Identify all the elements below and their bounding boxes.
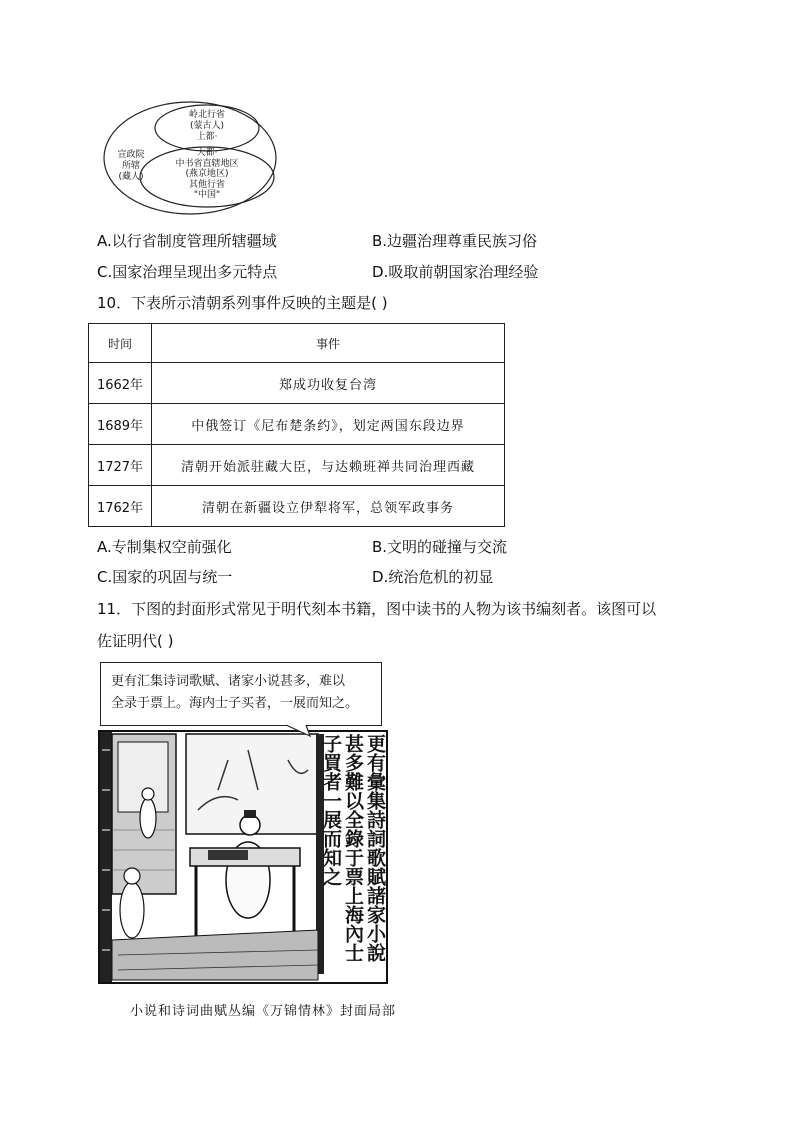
woodcut-left-border [100,732,112,982]
callout-pointer [280,724,320,738]
q9-option-d[interactable]: D.吸取前朝国家治理经验 [372,263,539,281]
diagram-text: 所辖 [121,161,140,171]
diagram-text: (藏人) [118,172,144,182]
q10-option-c[interactable]: C.国家的巩固与统一 [97,568,233,586]
diagram-center-label [162,148,252,201]
callout-box [100,662,382,726]
diagram-top-label [172,110,242,143]
q10-option-d[interactable]: D.统治危机的初显 [372,568,494,586]
diagram-text: 大都· [196,148,218,158]
woodcut-text-column-2: 甚多難以全錄于票上海內士 [342,734,364,962]
table-cell-year: 1727年 [89,445,152,486]
q11-stem-line1: 11．下图的封面形式常见于明代刻本书籍，图中读书的人物为该书编刻者。该图可以 [97,600,657,618]
q10-option-b[interactable]: B.文明的碰撞与交流 [372,538,508,556]
table-header-time: 时间 [89,324,152,363]
q10-option-a[interactable]: A.专制集权空前强化 [97,538,232,556]
table-row [89,363,505,404]
table-cell-event: 清朝在新疆设立伊犁将军，总领军政事务 [152,486,505,527]
q11-stem-line2: 佐证明代( ) [97,632,174,650]
q9-option-b[interactable]: B.边疆治理尊重民族习俗 [372,232,538,250]
diagram-text: 岭北行省 [188,110,225,120]
diagram-left-label [108,150,154,183]
woodcut-text-column-1: 更有彙集詩詞歌賦諸家小說 [364,734,386,962]
q10-events-table [88,323,505,527]
woodcut-servant-2 [120,882,144,938]
q9-option-c[interactable]: C.国家治理呈现出多元特点 [97,263,278,281]
table-cell-year: 1762年 [89,486,152,527]
table-header-row [89,324,505,363]
diagram-text: (燕京地区) [185,169,229,179]
q9-option-a[interactable]: A.以行省制度管理所辖疆域 [97,232,277,250]
woodcut-caption: 小说和诗词曲赋丛编《万锦情林》封面局部 [130,1004,397,1019]
table-cell-event: 中俄签订《尼布楚条约》，划定两国东段边界 [152,404,505,445]
diagram-text: 其他行省 [188,179,225,190]
q10-stem: 10．下表所示清朝系列事件反映的主题是( ) [97,294,388,312]
table-header-event: 事件 [152,324,505,363]
table-row [89,486,505,527]
diagram-text: 中书省直辖地区 [175,158,239,169]
woodcut-text-column-3: 子買者一展而知之 [320,734,342,886]
callout-line-2: 全录于票上。海内士子买者，一展而知之。 [111,696,359,711]
diagram-text: (蒙古人) [189,121,225,131]
table-cell-event: 郑成功收复台湾 [152,363,505,404]
table-row [89,404,505,445]
diagram-text: "中国" [193,190,221,200]
table-row [89,445,505,486]
table-cell-year: 1689年 [89,404,152,445]
diagram-text: 上都· [196,132,218,142]
woodcut-servant-1 [140,798,156,838]
table-cell-year: 1662年 [89,363,152,404]
diagram-text: 宣政院 [117,150,145,160]
table-cell-event: 清朝开始派驻藏大臣，与达赖班禅共同治理西藏 [152,445,505,486]
callout-line-1: 更有汇集诗词歌赋、诸家小说甚多，难以 [111,674,346,689]
